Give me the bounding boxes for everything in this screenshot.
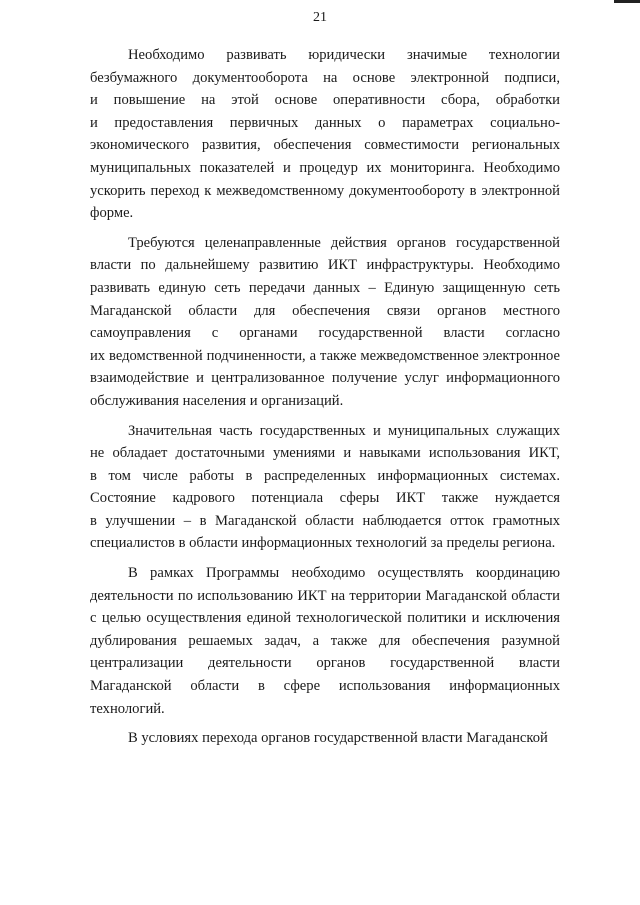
- text-line: не обладает достаточными умениями и навыками использования ИКТ,: [90, 445, 560, 462]
- page-number: 21: [313, 10, 327, 25]
- paragraph: [90, 562, 560, 720]
- text-line: дублирования решаемых задач, а также для обеспечения разумной: [90, 632, 560, 649]
- text-line: В условиях перехода органов государственной власти Магаданской: [128, 730, 548, 747]
- text-line: деятельности по использованию ИКТ на территории Магаданской области: [90, 587, 560, 604]
- paragraph: [90, 420, 560, 556]
- text-line: ускорить переход к межведомственному документообороту в электронной: [90, 182, 560, 199]
- text-line: и предоставления первичных данных о параметрах социально-: [90, 114, 560, 131]
- document-body: [90, 44, 560, 757]
- text-line: Магаданской области в сфере использования информационных: [90, 678, 560, 695]
- text-line: экономического развития, обеспечения совместимости региональных: [90, 137, 560, 154]
- text-line: централизации деятельности органов государственной власти: [90, 655, 560, 672]
- text-line: форме.: [90, 205, 134, 222]
- text-line: с целью осуществления единой технологической политики и исключения: [90, 610, 560, 627]
- text-line: обслуживания населения и организаций.: [90, 392, 344, 409]
- text-line: безбумажного документооборота на основе электронной подписи,: [90, 69, 560, 86]
- text-line: самоуправления с органами государственной власти согласно: [90, 325, 560, 342]
- text-line: взаимодействие и централизованное получение услуг информационного: [90, 370, 560, 387]
- text-line: развивать единую сеть передачи данных – Единую защищенную сеть: [90, 279, 560, 296]
- text-line: власти по дальнейшему развитию ИКТ инфраструктуры. Необходимо: [90, 257, 560, 274]
- text-line: Состояние кадрового потенциала сферы ИКТ также нуждается: [90, 490, 560, 507]
- text-line: специалистов в области информационных технологий за пределы региона.: [90, 535, 556, 552]
- text-line: Необходимо развивать юридически значимые технологии: [128, 47, 560, 63]
- paragraph: [90, 44, 560, 225]
- paragraph: [90, 232, 560, 413]
- text-line: Требуются целенаправленные действия органов государственной: [128, 234, 560, 251]
- text-line: Значительная часть государственных и муниципальных служащих: [128, 422, 560, 439]
- text-line: в том числе работы в распределенных информационных системах.: [90, 467, 560, 484]
- text-line: В рамках Программы необходимо осуществлять координацию: [128, 565, 560, 582]
- text-line: Магаданской области для обеспечения связи органов местного: [90, 302, 560, 319]
- scan-corner-mark: [614, 0, 640, 3]
- text-line: технологий.: [90, 700, 165, 717]
- paragraph: [90, 727, 560, 750]
- text-line: и повышение на этой основе оперативности сбора, обработки: [90, 92, 560, 109]
- text-line: их ведомственной подчиненности, а также межведомственное электронное: [90, 347, 560, 364]
- text-line: в улучшении – в Магаданской области наблюдается отток грамотных: [90, 512, 560, 529]
- text-line: муниципальных показателей и процедур их мониторинга. Необходимо: [90, 159, 560, 176]
